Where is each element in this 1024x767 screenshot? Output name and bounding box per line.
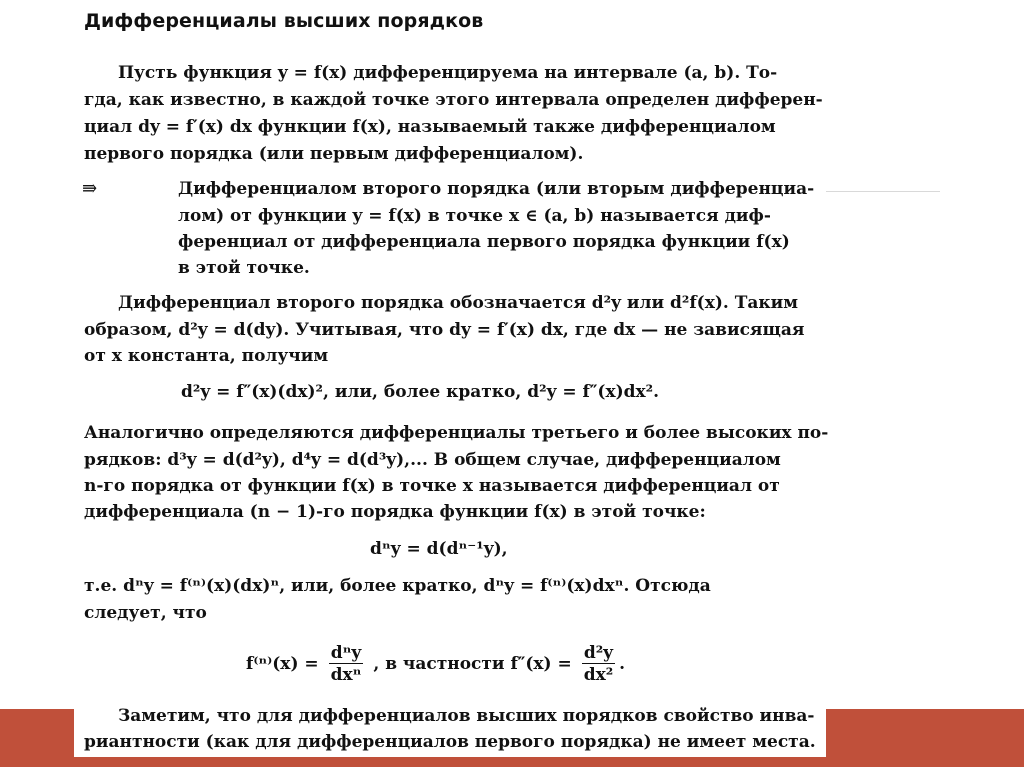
definition-line: лом) от функции y = f(x) в точке x ∈ (a, b) называется диф- — [178, 206, 771, 226]
fraction-numerator: d²y — [582, 643, 615, 664]
fraction-denominator: dxⁿ — [330, 665, 362, 685]
formula-middle: , в частности f″(x) = — [373, 654, 572, 674]
paragraph-line: Дифференциал второго порядка обозначается d²y или d²f(x). Таким — [118, 293, 799, 313]
paragraph-line: риантности (как для дифференциалов первого порядка) не имеет места. — [84, 732, 816, 752]
paragraph-line: Пусть функция y = f(x) дифференцируема на интервале (a, b). То- — [118, 63, 778, 83]
paragraph-line: следует, что — [84, 603, 207, 623]
fraction-nth — [329, 643, 364, 686]
definition-line: Дифференциалом второго порядка (или вторым дифференциа- — [178, 179, 815, 199]
definition-line: в этой точке. — [178, 258, 310, 278]
paragraph-line: дифференциала (n − 1)-го порядка функции f(x) в этой точке: — [84, 502, 706, 522]
paragraph-line: первого порядка (или первым дифференциалом). — [84, 144, 584, 164]
formula-lhs: f⁽ⁿ⁾(x) = — [246, 654, 319, 674]
fraction-second — [582, 643, 615, 686]
paragraph-line: рядков: d³y = d(d²y), d⁴y = d(d³y),... В общем случае, дифференциалом — [84, 450, 781, 470]
paragraph-line: от x константа, получим — [84, 346, 329, 366]
paragraph-line: Заметим, что для дифференциалов высших порядков свойство инва- — [118, 706, 815, 726]
paragraph-line: n-го порядка от функции f(x) в точке x называется дифференциал от — [84, 476, 780, 496]
scanned-page — [74, 0, 829, 757]
paragraph-line: гда, как известно, в каждой точке этого интервала определен дифферен- — [84, 90, 823, 110]
paragraph-line: т.е. dⁿy = f⁽ⁿ⁾(x)(dx)ⁿ, или, более кратко, dⁿy = f⁽ⁿ⁾(x)dxⁿ. Отсюда — [84, 576, 711, 596]
definition-line: ференциал от дифференциала первого порядка функции f(x) — [178, 232, 790, 252]
decorative-rule — [812, 191, 940, 192]
paragraph-line: Аналогично определяются дифференциалы третьего и более высоких по- — [84, 423, 829, 443]
paragraph-line: образом, d²y = d(dy). Учитывая, что dy = f′(x) dx, где dx — не зависящая — [84, 320, 805, 340]
page-title: Дифференциалы высших порядков — [84, 10, 484, 32]
formula-second-differential: d²y = f″(x)(dx)², или, более кратко, d²y = f″(x)dx². — [181, 382, 660, 402]
formula-nth-differential: dⁿy = d(dⁿ⁻¹y), — [370, 539, 508, 559]
definition-arrow-icon: ⇛ — [82, 178, 98, 199]
fraction-denominator: dx² — [583, 665, 614, 685]
formula-nth-derivative — [246, 642, 625, 686]
fraction-numerator: dⁿy — [329, 643, 364, 664]
formula-end: . — [619, 654, 626, 674]
paragraph-line: циал dy = f′(x) dx функции f(x), называемый также дифференциалом — [84, 117, 776, 137]
